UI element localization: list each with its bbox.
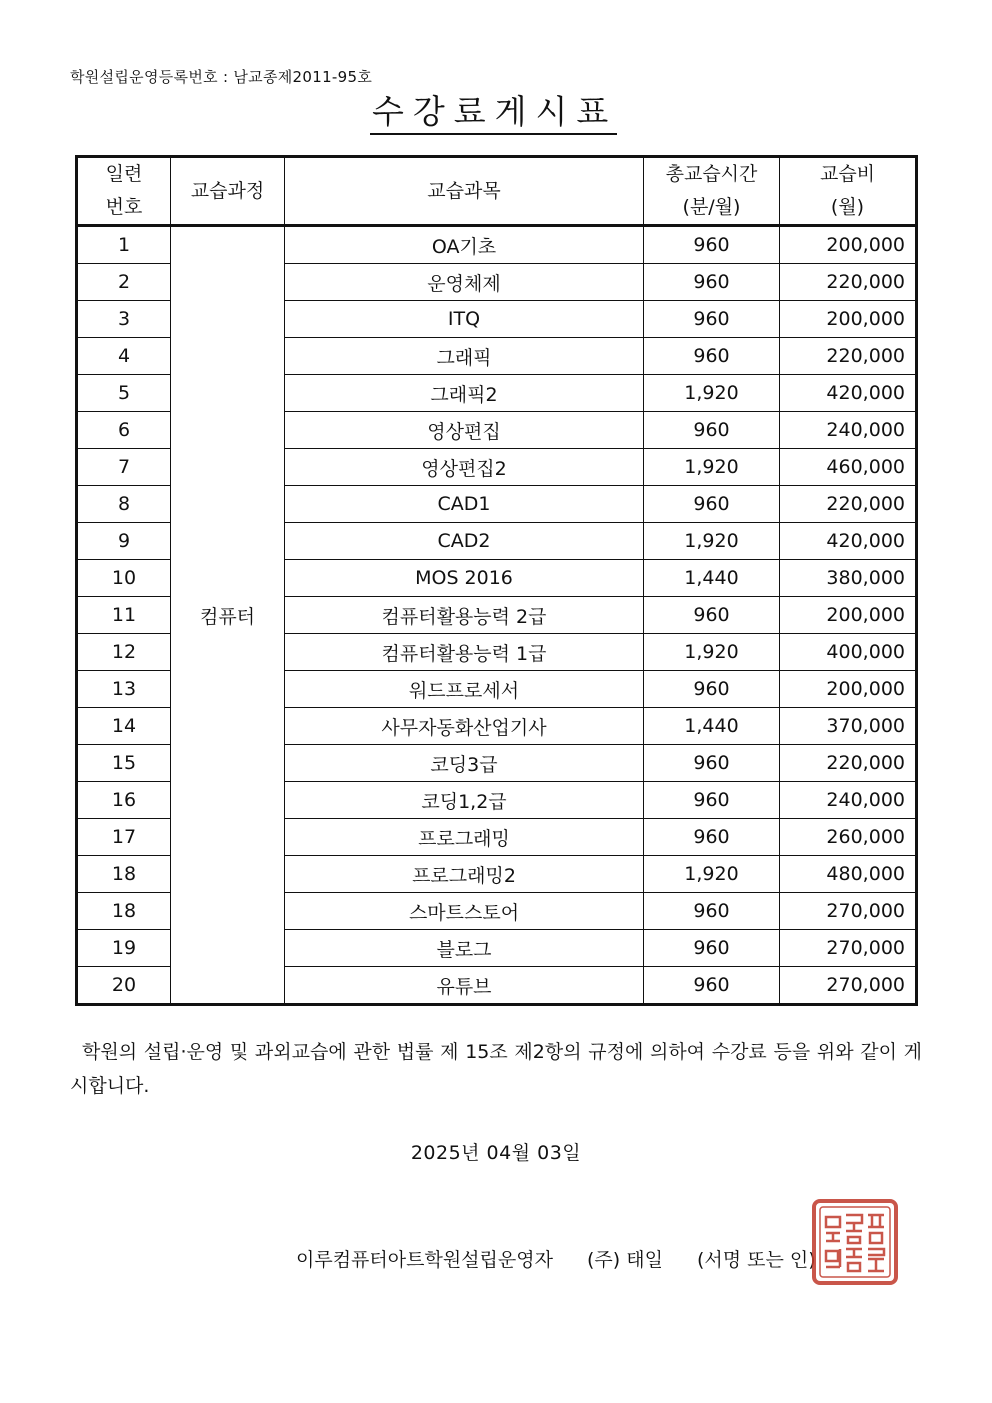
row-serial-number: 11 <box>77 597 171 634</box>
row-subject: OA기초 <box>285 226 644 264</box>
row-fee: 400,000 <box>780 634 917 671</box>
row-fee: 380,000 <box>780 560 917 597</box>
row-serial-number: 15 <box>77 745 171 782</box>
row-total-time: 1,920 <box>644 449 780 486</box>
row-serial-number: 6 <box>77 412 171 449</box>
row-subject: ITQ <box>285 301 644 338</box>
operator-name: 이루컴퓨터아트학원설립운영자 <box>296 1249 553 1271</box>
row-total-time: 960 <box>644 412 780 449</box>
header-total-time <box>644 157 780 226</box>
header-serial-number <box>77 157 171 226</box>
row-subject: 프로그래밍2 <box>285 856 644 893</box>
row-fee: 240,000 <box>780 412 917 449</box>
row-subject: CAD2 <box>285 523 644 560</box>
row-subject: 스마트스토어 <box>285 893 644 930</box>
row-serial-number: 14 <box>77 708 171 745</box>
row-total-time: 960 <box>644 967 780 1005</box>
company-name: (주) 태일 <box>587 1249 663 1271</box>
row-fee: 260,000 <box>780 819 917 856</box>
official-seal-stamp <box>810 1197 900 1287</box>
row-fee: 240,000 <box>780 782 917 819</box>
row-total-time: 960 <box>644 671 780 708</box>
row-total-time: 960 <box>644 338 780 375</box>
row-fee: 220,000 <box>780 338 917 375</box>
row-total-time: 960 <box>644 819 780 856</box>
row-total-time: 960 <box>644 893 780 930</box>
row-total-time: 960 <box>644 745 780 782</box>
row-total-time: 960 <box>644 226 780 264</box>
header-subject: 교습과목 <box>285 157 644 226</box>
row-subject: 블로그 <box>285 930 644 967</box>
row-serial-number: 17 <box>77 819 171 856</box>
page-title: 수강료게시표 <box>370 92 617 135</box>
row-subject: 그래픽 <box>285 338 644 375</box>
row-subject: CAD1 <box>285 486 644 523</box>
row-fee: 420,000 <box>780 375 917 412</box>
row-total-time: 960 <box>644 486 780 523</box>
row-subject: MOS 2016 <box>285 560 644 597</box>
row-fee: 270,000 <box>780 930 917 967</box>
row-fee: 200,000 <box>780 226 917 264</box>
row-total-time: 960 <box>644 930 780 967</box>
row-subject: 코딩1,2급 <box>285 782 644 819</box>
row-serial-number: 10 <box>77 560 171 597</box>
fee-table <box>75 155 918 1006</box>
row-fee: 200,000 <box>780 301 917 338</box>
header-serial-line1: 일련 <box>105 163 143 185</box>
row-total-time: 1,440 <box>644 708 780 745</box>
row-subject: 컴퓨터활용능력 2급 <box>285 597 644 634</box>
row-total-time: 1,920 <box>644 523 780 560</box>
row-total-time: 1,440 <box>644 560 780 597</box>
row-serial-number: 12 <box>77 634 171 671</box>
header-course: 교습과정 <box>171 157 285 226</box>
header-fee-line1: 교습비 <box>819 163 876 185</box>
table-row <box>77 226 917 264</box>
row-subject: 영상편집2 <box>285 449 644 486</box>
header-time-line1: 총교습시간 <box>665 163 758 185</box>
row-subject: 컴퓨터활용능력 1급 <box>285 634 644 671</box>
signature-line <box>296 1245 816 1272</box>
row-subject: 프로그래밍 <box>285 819 644 856</box>
row-serial-number: 18 <box>77 893 171 930</box>
table-header-row <box>77 157 917 226</box>
row-serial-number: 1 <box>77 226 171 264</box>
row-subject: 영상편집 <box>285 412 644 449</box>
sign-label: (서명 또는 인) <box>697 1249 816 1271</box>
row-serial-number: 3 <box>77 301 171 338</box>
row-fee: 200,000 <box>780 671 917 708</box>
row-fee: 480,000 <box>780 856 917 893</box>
row-fee: 270,000 <box>780 967 917 1005</box>
header-serial-line2: 번호 <box>105 196 143 218</box>
row-fee: 270,000 <box>780 893 917 930</box>
row-serial-number: 18 <box>77 856 171 893</box>
registration-number: 학원설립운영등록번호 : 남교종제2011-95호 <box>70 68 373 86</box>
row-subject: 그래픽2 <box>285 375 644 412</box>
row-total-time: 1,920 <box>644 375 780 412</box>
row-fee: 370,000 <box>780 708 917 745</box>
row-total-time: 960 <box>644 782 780 819</box>
posting-date: 2025년 04월 03일 <box>410 1142 582 1164</box>
row-serial-number: 19 <box>77 930 171 967</box>
row-total-time: 960 <box>644 264 780 301</box>
row-fee: 220,000 <box>780 745 917 782</box>
row-total-time: 960 <box>644 597 780 634</box>
row-fee: 200,000 <box>780 597 917 634</box>
row-subject: 운영체제 <box>285 264 644 301</box>
row-subject: 사무자동화산업기사 <box>285 708 644 745</box>
seal-glyphs <box>826 1215 884 1271</box>
row-fee: 220,000 <box>780 486 917 523</box>
row-subject: 워드프로세서 <box>285 671 644 708</box>
fee-table-body <box>77 226 917 1005</box>
course-name-cell: 컴퓨터 <box>171 226 285 1005</box>
row-serial-number: 8 <box>77 486 171 523</box>
row-serial-number: 2 <box>77 264 171 301</box>
row-serial-number: 7 <box>77 449 171 486</box>
row-subject: 유튜브 <box>285 967 644 1005</box>
row-serial-number: 20 <box>77 967 171 1005</box>
row-serial-number: 9 <box>77 523 171 560</box>
row-total-time: 1,920 <box>644 634 780 671</box>
row-fee: 420,000 <box>780 523 917 560</box>
row-serial-number: 16 <box>77 782 171 819</box>
row-fee: 460,000 <box>780 449 917 486</box>
row-serial-number: 5 <box>77 375 171 412</box>
row-serial-number: 13 <box>77 671 171 708</box>
row-total-time: 960 <box>644 301 780 338</box>
header-time-line2: (분/월) <box>682 196 741 218</box>
row-serial-number: 4 <box>77 338 171 375</box>
row-subject: 코딩3급 <box>285 745 644 782</box>
header-fee <box>780 157 917 226</box>
row-fee: 220,000 <box>780 264 917 301</box>
header-fee-line2: (월) <box>830 196 865 218</box>
legal-notice: 학원의 설립·운영 및 과외교습에 관한 법률 제 15조 제2항의 규정에 의하여 수강료 등을 위와 같이 게시합니다. <box>70 1041 922 1097</box>
row-total-time: 1,920 <box>644 856 780 893</box>
